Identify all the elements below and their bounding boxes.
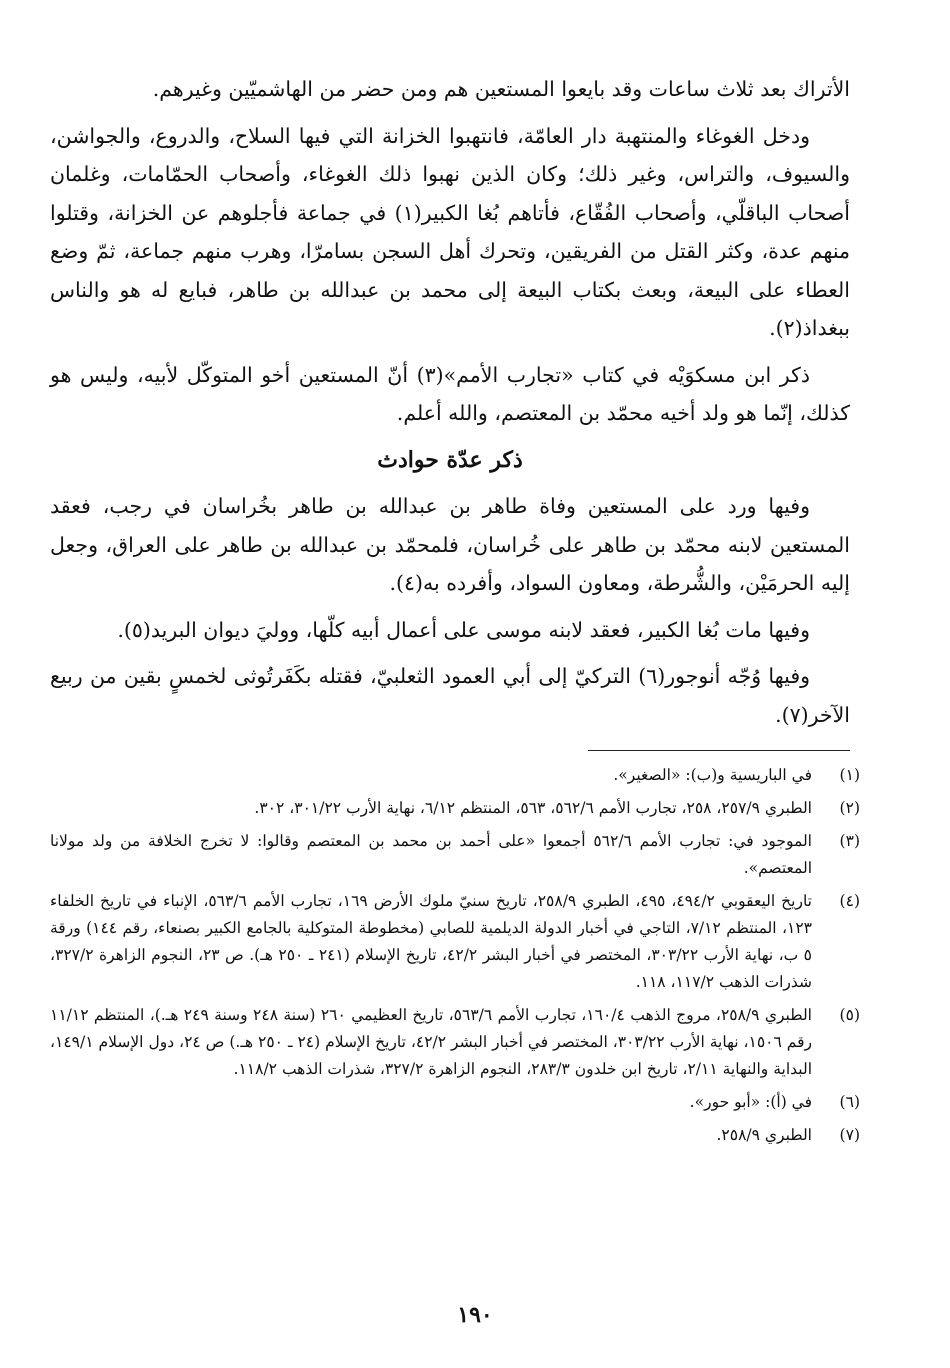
footnote-text: الموجود في: تجارب الأمم ٥٦٢/٦ أجمعوا «على أحمد بن محمد بن المعتصم وقالوا: لا تخرج الخلافة من ولد مولانا المعتصم». — [50, 832, 812, 877]
footnote-text: الطبري ٢٥٨/٩. — [716, 1126, 812, 1144]
paragraph-3: ذكر ابن مسكوَيْه في كتاب «تجارب الأمم»(٣) أنّ المستعين أخو المتوكّل لأبيه، وليس هو كذلك، إنّما هو ولد أخيه محمّد بن المعتصم، والله أعلم. — [50, 362, 850, 425]
footnote-separator — [588, 750, 850, 751]
footnote-text: الطبري ٢٥٨/٩، مروج الذهب ١٦٠/٤، تجارب الأمم ٥٦٣/٦، تاريخ العظيمي ٢٦٠ (سنة ٢٤٨ وسنة ٢٤٩ هـ.)، المنتظم ١١/١٢ رقم ١٥٠٦، نهاية الأرب ٣٠٣/٢٢، المختصر في أخبار البشر ٤٢/٢، تاريخ الإسلام (٢٤ ـ ٢٥٠ هـ.) ص ٢٤، دول الإسلام ١٤٩/١، البداية والنهاية ٢/١١، تاريخ ابن خلدون ٢٨٣/٣، النجوم الزاهرة ٣٢٧/٢، شذرات الذهب ١١٨/٢. — [50, 1006, 812, 1078]
main-text — [50, 70, 850, 742]
footnote — [50, 762, 860, 789]
footnote-text: في الباريسية و(ب): «الصغير». — [613, 766, 812, 784]
paragraph-4: وفيها ورد على المستعين وفاة طاهر بن عبدالله بن طاهر بخُراسان في رجب، فعقد المستعين لابنه محمّد بن طاهر على خُراسان، فلمحمّد بن عبدالله بن طاهر على العراق، وجعل إليه الحرمَيْن، والشُّرطة، ومعاون السواد، وأفرده به(٤). — [50, 494, 850, 595]
footnote — [50, 1089, 860, 1116]
footnote-number: (٣) — [839, 832, 860, 850]
footnote — [50, 1122, 860, 1149]
paragraph-5: وفيها مات بُغا الكبير، فعقد لابنه موسى على أعمال أبيه كلّها، ووليَ ديوان البريد(٥). — [117, 617, 810, 642]
footnote-number: (٢) — [839, 799, 860, 817]
footnote-text: الطبري ٢٥٧/٩، ٢٥٨، تجارب الأمم ٥٦٢/٦، ٥٦٣، المنتظم ٦/١٢، نهاية الأرب ٣٠١/٢٢، ٣٠٢. — [254, 799, 812, 817]
footnote — [50, 888, 860, 996]
footnote-number: (٦) — [839, 1093, 860, 1111]
footnote-number: (٤) — [839, 892, 860, 910]
page-number: ١٩٠ — [457, 1302, 493, 1328]
footnote — [50, 1002, 860, 1083]
footnote-text: في (أ): «أبو حور». — [689, 1093, 812, 1111]
footnote — [50, 795, 860, 822]
section-heading: ذكر عدّة حوادث — [377, 446, 523, 473]
footnote-number: (١) — [839, 766, 860, 784]
footnotes — [50, 762, 860, 1155]
paragraph-2: ودخل الغوغاء والمنتهبة دار العامّة، فانتهبوا الخزانة التي فيها السلاح، والدروع، والجواشن، والسيوف، والتراس، وغير ذلك؛ وكان الذين نهبوا ذلك الغوغاء، وأصحاب الحمّامات، وغلمان أصحاب الباقلّي، وأصحاب الفُقّاع، فأتاهم بُغا الكبير(١) في جماعة فأجلوهم عن الخزانة، وقتلوا منهم عدة، وكثر القتل من الفريقين، وتحرك أهل السجن بسامرّا، وهرب منهم جماعة، ثمّ وضع العطاء على البيعة، وبعث بكتاب البيعة إلى محمد بن عبدالله بن طاهر، فبايع له هو والناس ببغداذ(٢). — [50, 123, 851, 340]
paragraph-1: الأتراك بعد ثلاث ساعات وقد بايعوا المستعين هم ومن حضر من الهاشميّين وغيرهم. — [152, 77, 850, 101]
footnote-number: (٥) — [839, 1006, 860, 1024]
footnote — [50, 828, 860, 882]
paragraph-6: وفيها وُجّه أنوجور(٦) التركيّ إلى أبي العمود الثعلبيّ، فقتله بكَفَرتُوثى لخمسٍ بقين من ربيع الآخر(٧). — [50, 664, 850, 727]
footnote-number: (٧) — [839, 1126, 860, 1144]
footnote-text: تاريخ اليعقوبي ٤٩٤/٢، ٤٩٥، الطبري ٢٥٨/٩، تاريخ سنيّ ملوك الأرض ١٦٩، تجارب الأمم ٥٦٣/٦، الإنباء في تاريخ الخلفاء ١٢٣، المنتظم ٧/١٢، التاجي في أخبار الدولة الديلمية للصابي (مخطوطة المتوكلية بالجامع الكبير بصنعاء، رقم ١٤٤) ورقة ٥ ب، نهاية الأرب ٣٠٣/٢٢، المختصر في أخبار البشر ٤٢/٢، تاريخ الإسلام (٢٤١ ـ ٢٥٠ هـ). ص ٢٣، النجوم الزاهرة ٣٢٧/٢، شذرات الذهب ١١٧/٢، ١١٨. — [50, 892, 812, 991]
